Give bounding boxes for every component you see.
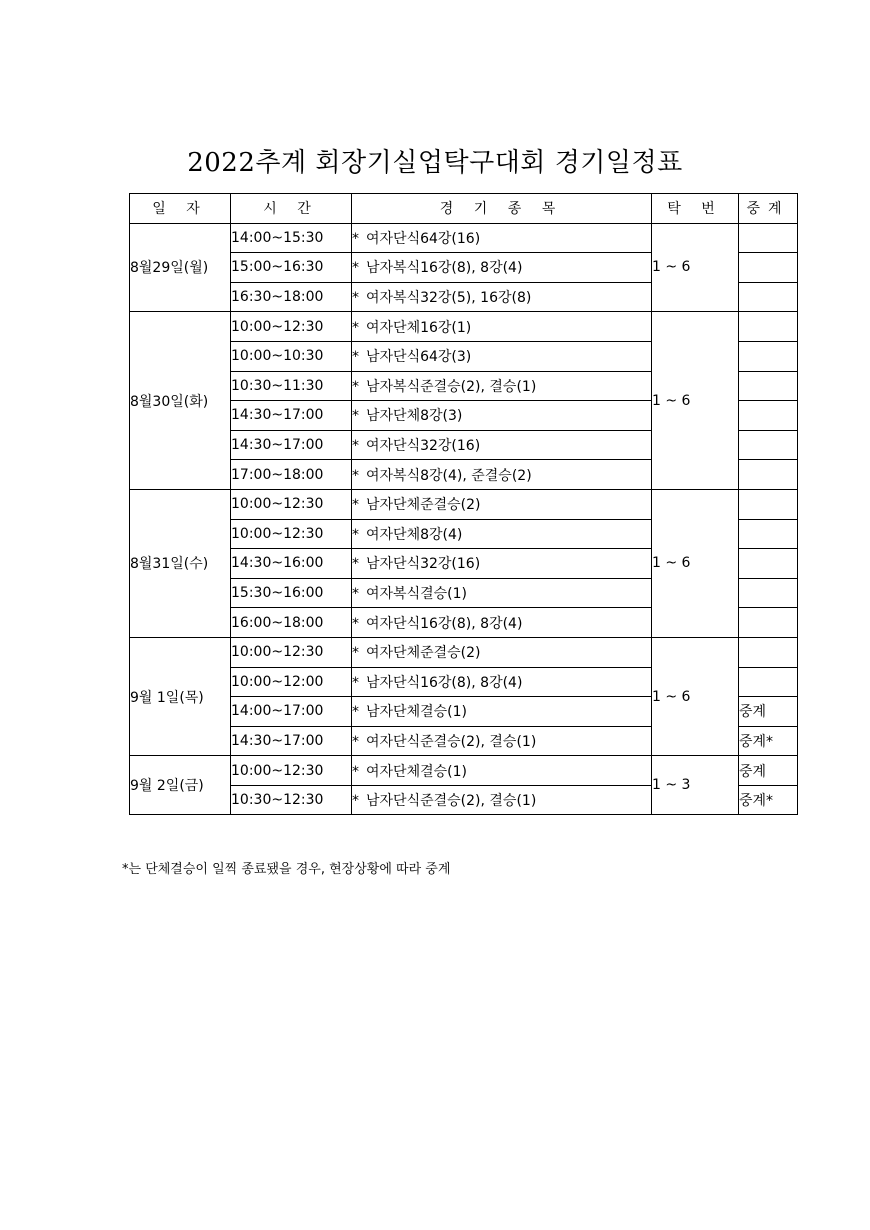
table-row	[130, 223, 798, 253]
header-time: 시 간	[231, 194, 352, 224]
time-cell: 14:30~17:00	[231, 430, 352, 460]
table-row	[130, 312, 798, 342]
bullet-icon: *	[352, 349, 359, 366]
event-label: 남자복식16강(8), 8강(4)	[366, 260, 523, 277]
footnote: *는 단체결승이 일찍 종료됐을 경우, 현장상황에 따라 중계	[122, 862, 451, 877]
header-row	[130, 194, 798, 224]
relay-cell	[739, 312, 798, 342]
relay-cell	[739, 460, 798, 490]
table-row	[130, 489, 798, 519]
bullet-icon: *	[352, 438, 359, 455]
time-cell: 10:30~12:30	[231, 785, 352, 815]
time-cell: 14:00~17:00	[231, 697, 352, 727]
relay-cell	[739, 608, 798, 638]
date-cell: 9월 2일(금)	[130, 756, 231, 815]
event-cell	[352, 282, 652, 312]
event-cell	[352, 726, 652, 756]
time-cell: 14:30~17:00	[231, 726, 352, 756]
date-cell: 8월29일(월)	[130, 223, 231, 312]
relay-cell: 중계	[739, 756, 798, 786]
date-cell: 9월 1일(목)	[130, 637, 231, 755]
event-label: 여자단체결승(1)	[366, 763, 467, 780]
time-cell: 16:30~18:00	[231, 282, 352, 312]
event-label: 여자복식결승(1)	[366, 586, 467, 603]
event-cell	[352, 608, 652, 638]
event-label: 남자단식64강(3)	[366, 349, 472, 366]
event-label: 여자단식64강(16)	[366, 230, 481, 247]
bullet-icon: *	[352, 378, 359, 395]
bullet-icon: *	[352, 793, 359, 810]
event-cell	[352, 578, 652, 608]
header-event: 경 기 종 목	[352, 194, 652, 224]
time-cell: 10:30~11:30	[231, 371, 352, 401]
relay-cell	[739, 253, 798, 283]
relay-cell: 중계*	[739, 785, 798, 815]
relay-cell	[739, 401, 798, 431]
event-label: 남자복식준결승(2), 결승(1)	[366, 378, 537, 395]
bullet-icon: *	[352, 586, 359, 603]
event-label: 여자단체8강(4)	[366, 526, 463, 543]
event-label: 남자단체8강(3)	[366, 408, 463, 425]
schedule-body	[130, 223, 798, 815]
bullet-icon: *	[352, 674, 359, 691]
header-date: 일 자	[130, 194, 231, 224]
header-table-no: 탁 번	[652, 194, 739, 224]
date-cell: 8월31일(수)	[130, 489, 231, 637]
relay-cell	[739, 371, 798, 401]
bullet-icon: *	[352, 645, 359, 662]
relay-cell	[739, 519, 798, 549]
event-label: 여자복식8강(4), 준결승(2)	[366, 467, 532, 484]
bullet-icon: *	[352, 319, 359, 336]
relay-cell	[739, 223, 798, 253]
time-cell: 10:00~12:30	[231, 519, 352, 549]
bullet-icon: *	[352, 763, 359, 780]
event-cell	[352, 341, 652, 371]
relay-cell	[739, 341, 798, 371]
relay-cell	[739, 637, 798, 667]
schedule-table	[129, 193, 798, 815]
event-cell	[352, 667, 652, 697]
relay-cell: 중계*	[739, 726, 798, 756]
event-cell	[352, 785, 652, 815]
relay-cell: 중계	[739, 697, 798, 727]
header-relay: 중계	[739, 194, 798, 224]
event-cell	[352, 253, 652, 283]
bullet-icon: *	[352, 497, 359, 514]
event-label: 여자단체16강(1)	[366, 319, 472, 336]
relay-cell	[739, 549, 798, 579]
time-cell: 16:00~18:00	[231, 608, 352, 638]
event-label: 여자단식16강(8), 8강(4)	[366, 615, 523, 632]
time-cell: 10:00~12:30	[231, 756, 352, 786]
relay-cell	[739, 282, 798, 312]
time-cell: 10:00~12:00	[231, 667, 352, 697]
bullet-icon: *	[352, 230, 359, 247]
event-label: 여자복식32강(5), 16강(8)	[366, 290, 532, 307]
table-row	[130, 637, 798, 667]
table-number-cell: 1 ~ 6	[652, 223, 739, 312]
table-number-cell: 1 ~ 6	[652, 637, 739, 755]
event-cell	[352, 519, 652, 549]
bullet-icon: *	[352, 704, 359, 721]
event-cell	[352, 430, 652, 460]
time-cell: 14:30~16:00	[231, 549, 352, 579]
bullet-icon: *	[352, 556, 359, 573]
bullet-icon: *	[352, 467, 359, 484]
event-cell	[352, 312, 652, 342]
event-label: 남자단식32강(16)	[366, 556, 481, 573]
relay-cell	[739, 578, 798, 608]
time-cell: 10:00~12:30	[231, 489, 352, 519]
relay-cell	[739, 667, 798, 697]
time-cell: 17:00~18:00	[231, 460, 352, 490]
event-label: 남자단체준결승(2)	[366, 497, 481, 514]
bullet-icon: *	[352, 260, 359, 277]
bullet-icon: *	[352, 408, 359, 425]
relay-cell	[739, 489, 798, 519]
table-number-cell: 1 ~ 3	[652, 756, 739, 815]
event-label: 여자단식32강(16)	[366, 438, 481, 455]
time-cell: 10:00~12:30	[231, 637, 352, 667]
time-cell: 14:30~17:00	[231, 401, 352, 431]
page-title: 2022추계 회장기실업탁구대회 경기일정표	[187, 148, 683, 178]
event-cell	[352, 756, 652, 786]
bullet-icon: *	[352, 290, 359, 307]
bullet-icon: *	[352, 615, 359, 632]
time-cell: 10:00~10:30	[231, 341, 352, 371]
time-cell: 15:00~16:30	[231, 253, 352, 283]
time-cell: 15:30~16:00	[231, 578, 352, 608]
event-cell	[352, 460, 652, 490]
time-cell: 14:00~15:30	[231, 223, 352, 253]
event-cell	[352, 401, 652, 431]
date-cell: 8월30일(화)	[130, 312, 231, 490]
event-cell	[352, 549, 652, 579]
relay-cell	[739, 430, 798, 460]
event-cell	[352, 371, 652, 401]
event-cell	[352, 697, 652, 727]
event-cell	[352, 637, 652, 667]
event-cell	[352, 489, 652, 519]
table-row	[130, 756, 798, 786]
event-cell	[352, 223, 652, 253]
bullet-icon: *	[352, 526, 359, 543]
event-label: 남자단체결승(1)	[366, 704, 467, 721]
bullet-icon: *	[352, 733, 359, 750]
event-label: 남자단식준결승(2), 결승(1)	[366, 793, 537, 810]
event-label: 여자단식준결승(2), 결승(1)	[366, 733, 537, 750]
table-number-cell: 1 ~ 6	[652, 489, 739, 637]
time-cell: 10:00~12:30	[231, 312, 352, 342]
event-label: 여자단체준결승(2)	[366, 645, 481, 662]
table-number-cell: 1 ~ 6	[652, 312, 739, 490]
event-label: 남자단식16강(8), 8강(4)	[366, 674, 523, 691]
